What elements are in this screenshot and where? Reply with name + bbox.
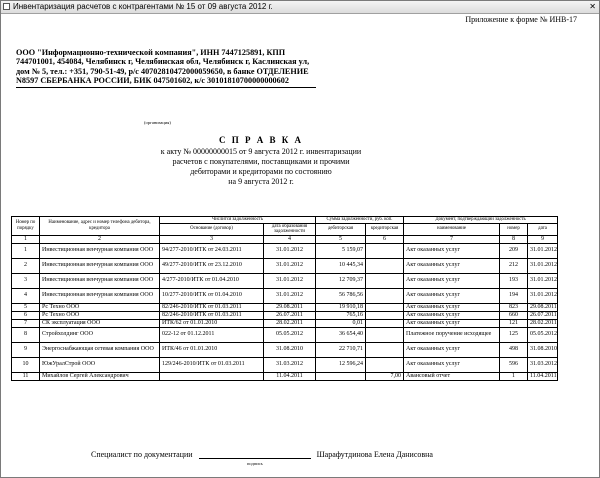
debit-amount: 36 654,40 <box>316 327 366 342</box>
row-number: 4 <box>12 288 40 303</box>
column-numbers-row <box>12 235 558 243</box>
credit-amount <box>366 311 404 319</box>
table-row <box>12 303 558 311</box>
debit-amount <box>316 372 366 380</box>
debt-date: 31.01.2012 <box>264 243 316 258</box>
row-number: 7 <box>12 319 40 327</box>
row-number: 2 <box>12 258 40 273</box>
table-row <box>12 311 558 319</box>
document-date: 31.01.2012 <box>528 288 558 303</box>
row-number: 10 <box>12 357 40 372</box>
signature-role: Специалист по документации <box>91 450 193 459</box>
table-row <box>12 319 558 327</box>
document-page <box>1 14 599 477</box>
document-number: 125 <box>500 327 528 342</box>
header-doc-date: дата <box>528 223 558 235</box>
header-debt-sum: Сумма задолженности, руб. коп. <box>316 217 404 224</box>
credit-amount: 7,00 <box>366 372 404 380</box>
row-number: 1 <box>12 243 40 258</box>
subtitle-line: к акту № 00000000015 от 9 августа 2012 г. инвентаризации <box>160 147 362 156</box>
credit-amount <box>366 273 404 288</box>
counterparty-name: Инвестиционная венчурная компания ООО <box>40 258 160 273</box>
subtitle-line: расчетов с покупателями, поставщиками и прочими <box>172 157 350 166</box>
document-name: Акт оказанных услуг <box>404 311 500 319</box>
debt-date: 26.07.2011 <box>264 311 316 319</box>
window-titlebar[interactable] <box>1 1 599 14</box>
column-number: 3 <box>160 235 264 243</box>
signature-caption: подпись <box>247 461 263 466</box>
window-title: Инвентаризация расчетов с контрагентами № 15 от 09 августа 2012 г. <box>13 2 273 11</box>
contract-basis: 10/277-2010/ИТК от 01.04.2010 <box>160 288 264 303</box>
document-date: 31.01.2012 <box>528 258 558 273</box>
header-doc-name: наименование <box>404 223 500 235</box>
contract-basis: 94/277-2010/ИТК от 24.03.2011 <box>160 243 264 258</box>
document-number: 823 <box>500 303 528 311</box>
debit-amount: 56 786,56 <box>316 288 366 303</box>
contract-basis: 022-12 от 01.12.2011 <box>160 327 264 342</box>
row-number: 11 <box>12 372 40 380</box>
contract-basis: 129/246-2010/ИТК от 01.03.2011 <box>160 357 264 372</box>
document-number: 498 <box>500 342 528 357</box>
debt-date: 31.01.2012 <box>264 273 316 288</box>
debit-amount: 22 710,71 <box>316 342 366 357</box>
document-icon <box>3 3 10 10</box>
document-date: 31.01.2012 <box>528 273 558 288</box>
contract-basis <box>160 372 264 380</box>
document-date: 31.01.2012 <box>528 243 558 258</box>
counterparty-name: Рс Техно ООО <box>40 303 160 311</box>
document-number: 596 <box>500 357 528 372</box>
row-number: 8 <box>12 327 40 342</box>
document-date: 26.07.2011 <box>528 311 558 319</box>
table-row <box>12 357 558 372</box>
appendix-note: Приложение к форме № ИНВ-17 <box>465 15 577 24</box>
row-number: 9 <box>12 342 40 357</box>
header-document: Документ, подтверждающий задолженность <box>404 217 558 224</box>
document-number: 194 <box>500 288 528 303</box>
document-name: Платежное поручение исходящее <box>404 327 500 342</box>
table-row <box>12 258 558 273</box>
credit-amount <box>366 342 404 357</box>
contract-basis: 4/277-2010/ИТК от 01.04.2010 <box>160 273 264 288</box>
document-number: 212 <box>500 258 528 273</box>
debt-date: 29.08.2011 <box>264 303 316 311</box>
header-basis: Основание (договор) <box>160 223 264 235</box>
contract-basis: ИТК/46 от 01.01.2010 <box>160 342 264 357</box>
header-num: Номер по порядку <box>12 217 40 236</box>
row-number: 5 <box>12 303 40 311</box>
table-row <box>12 372 558 380</box>
column-number: 8 <box>500 235 528 243</box>
debit-amount: 12 596,24 <box>316 357 366 372</box>
header-debit: дебиторская <box>316 223 366 235</box>
credit-amount <box>366 258 404 273</box>
debit-amount: 0,01 <box>316 319 366 327</box>
column-number: 6 <box>366 235 404 243</box>
credit-amount <box>366 327 404 342</box>
header-date-formed: дата образования задолженности <box>264 223 316 235</box>
counterparty-name: Стройхолдинг ООО <box>40 327 160 342</box>
debt-date: 31.01.2012 <box>264 288 316 303</box>
table-row <box>12 288 558 303</box>
column-number: 1 <box>12 235 40 243</box>
debit-amount: 10 445,34 <box>316 258 366 273</box>
document-number: 193 <box>500 273 528 288</box>
document-name: Акт оказанных услуг <box>404 243 500 258</box>
document-name: Акт оказанных услуг <box>404 357 500 372</box>
header-credit: кредиторская <box>366 223 404 235</box>
document-number: 121 <box>500 319 528 327</box>
close-icon[interactable]: ✕ <box>589 2 596 11</box>
column-number: 7 <box>404 235 500 243</box>
document-heading <box>151 135 371 187</box>
inventory-table <box>11 216 558 381</box>
document-name: Акт оказанных услуг <box>404 319 500 327</box>
document-name: Акт оказанных услуг <box>404 288 500 303</box>
credit-amount <box>366 303 404 311</box>
contract-basis: ИТК/62 от 01.01.2010 <box>160 319 264 327</box>
document-date: 28.02.2011 <box>528 319 558 327</box>
document-name: Акт оказанных услуг <box>404 258 500 273</box>
organization-details: ООО "Информационно-технической компания", ИНН 7447125891, КПП 744701001, 454084, Челябинск г, Челябинская обл, Челябинск г, Каслинская ул, дом № 5, тел.: +351, 790-51-49, р/с 40702810472000059650, в банке ОТДЕЛЕНИЕ N8597 СБЕРБАНКА РОССИИ, БИК 047501602, к/с 30101810700000000602 <box>16 48 316 88</box>
document-number: 1 <box>500 372 528 380</box>
contract-basis: 49/277-2010/ИТК от 23.12.2010 <box>160 258 264 273</box>
organization-caption: (организация) <box>144 120 171 125</box>
column-number: 5 <box>316 235 366 243</box>
counterparty-name: Рс Техно ООО <box>40 311 160 319</box>
subtitle-line: дебиторами и кредиторами по состоянию <box>190 167 332 176</box>
document-name: Акт оказанных услуг <box>404 303 500 311</box>
contract-basis: 82/246-2010/ИТК от 01.03.2011 <box>160 311 264 319</box>
column-number: 4 <box>264 235 316 243</box>
counterparty-name: Инвестиционная венчурная компания ООО <box>40 243 160 258</box>
header-doc-number: номер <box>500 223 528 235</box>
document-number: 660 <box>500 311 528 319</box>
counterparty-name: Инвестиционная венчурная компания ООО <box>40 288 160 303</box>
contract-basis: 82/246-2010/ИТК от 01.03.2011 <box>160 303 264 311</box>
document-name: Акт оказанных услуг <box>404 342 500 357</box>
inventory-rows <box>12 243 558 380</box>
table-row <box>12 243 558 258</box>
debit-amount: 19 910,18 <box>316 303 366 311</box>
signature-line <box>91 450 433 459</box>
document-date: 05.05.2012 <box>528 327 558 342</box>
debt-date: 31.08.2010 <box>264 342 316 357</box>
document-number: 209 <box>500 243 528 258</box>
header-listed-debt: Числится задолженность <box>160 217 316 224</box>
document-date: 31.08.2010 <box>528 342 558 357</box>
document-date: 11.04.2011 <box>528 372 558 380</box>
document-date: 31.03.2012 <box>528 357 558 372</box>
row-number: 3 <box>12 273 40 288</box>
credit-amount <box>366 243 404 258</box>
signature-blank <box>199 450 311 459</box>
debt-date: 28.02.2011 <box>264 319 316 327</box>
column-number: 2 <box>40 235 160 243</box>
table-row <box>12 327 558 342</box>
debt-date: 31.03.2012 <box>264 357 316 372</box>
credit-amount <box>366 357 404 372</box>
counterparty-name: Инвестиционная венчурная компания ООО <box>40 273 160 288</box>
table-row <box>12 342 558 357</box>
document-title: С П Р А В К А <box>218 135 304 145</box>
subtitle-line: на 9 августа 2012 г. <box>228 177 294 186</box>
debt-date: 11.04.2011 <box>264 372 316 380</box>
column-number: 9 <box>528 235 558 243</box>
document-name: Авансовый отчет <box>404 372 500 380</box>
row-number: 6 <box>12 311 40 319</box>
table-row <box>12 273 558 288</box>
counterparty-name: Михайлов Сергей Александрович <box>40 372 160 380</box>
document-name: Акт оказанных услуг <box>404 273 500 288</box>
counterparty-name: СК эксплуатация ООО <box>40 319 160 327</box>
debt-date: 05.05.2012 <box>264 327 316 342</box>
counterparty-name: Энергоснабжающая сетевая компания ООО <box>40 342 160 357</box>
counterparty-name: ЮжУралСтрой ООО <box>40 357 160 372</box>
credit-amount <box>366 288 404 303</box>
debit-amount: 5 159,07 <box>316 243 366 258</box>
debt-date: 31.01.2012 <box>264 258 316 273</box>
document-date: 29.08.2011 <box>528 303 558 311</box>
debit-amount: 765,16 <box>316 311 366 319</box>
debit-amount: 12 709,37 <box>316 273 366 288</box>
signature-name: Шарафутдинова Елена Данисовна <box>316 450 433 459</box>
header-name: Наименование, адрес и номер телефона дебитора, кредитора <box>40 217 160 236</box>
credit-amount <box>366 319 404 327</box>
